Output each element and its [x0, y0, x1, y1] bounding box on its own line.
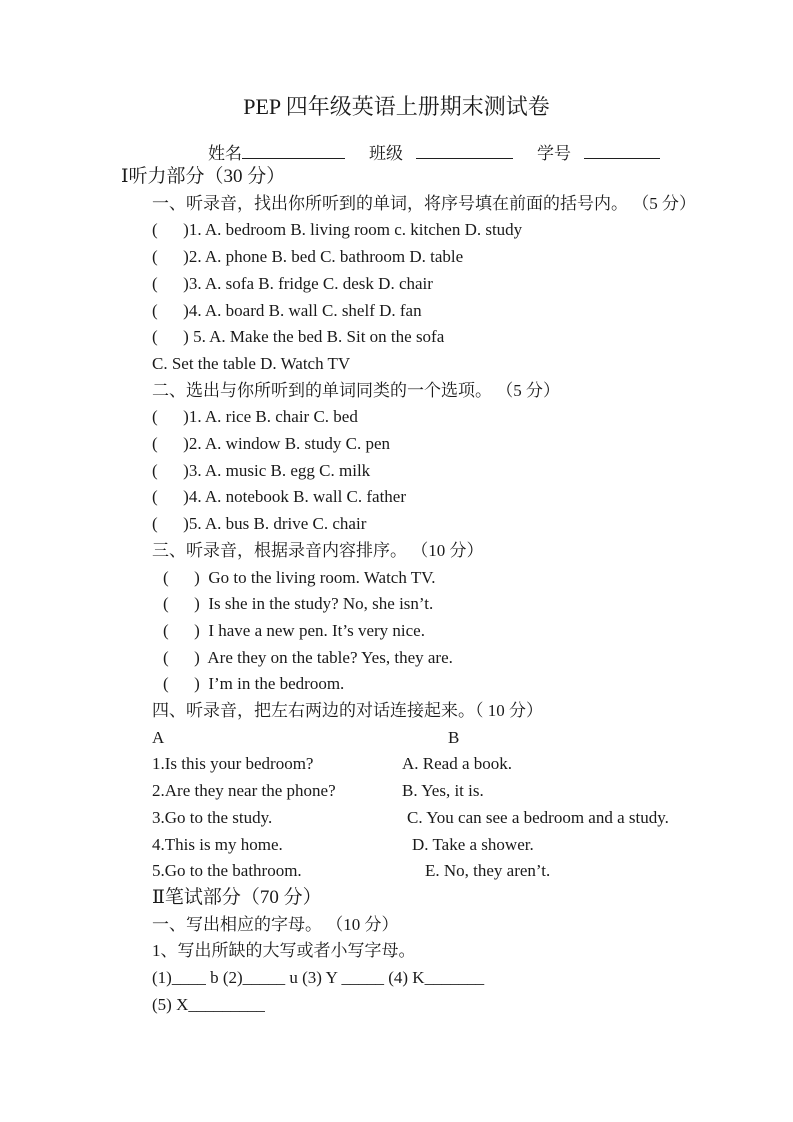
- listening-part3-item: ( ) I have a new pen. It’s very nice.: [163, 620, 425, 640]
- listening-part3-item: ( ) Go to the living room. Watch TV.: [163, 567, 436, 587]
- listening-part1-item5-continuation: C. Set the table D. Watch TV: [152, 353, 351, 373]
- match-row: [0, 805, 793, 832]
- match-left-item: 2.Are they near the phone?: [152, 781, 336, 801]
- listening-part2-item: ( )3. A. music B. egg C. milk: [152, 460, 371, 480]
- written-section-title: Ⅱ笔试部分（70 分）: [152, 886, 322, 908]
- match-right-item: E. No, they aren’t.: [425, 861, 551, 881]
- listening-part2-heading: 二、选出与你所听到的单词同类的一个选项。 （5 分）: [152, 380, 560, 400]
- listening-part3-item: ( ) Are they on the table? Yes, they are.: [163, 647, 453, 667]
- listening-part4-heading: 四、听录音，把左右两边的对话连接起来。（ 10 分）: [152, 701, 543, 721]
- listening-part1-heading: 一、听录音，找出你所听到的单词，将序号填在前面的括号内。 （5 分）: [152, 193, 696, 213]
- written-fill-line: (5) X_________: [152, 994, 265, 1014]
- class-blank-line: [416, 141, 513, 159]
- listening-part1-item: ( )3. A. sofa B. fridge C. desk D. chair: [152, 273, 433, 293]
- match-right-item: A. Read a book.: [402, 754, 513, 774]
- match-right-item: D. Take a shower.: [412, 834, 534, 854]
- written-part1-heading: 一、写出相应的字母。 （10 分）: [152, 914, 399, 934]
- student-no-blank-line: [584, 141, 660, 159]
- student-no-label: 学号: [537, 144, 571, 163]
- column-b-header: B: [448, 727, 460, 747]
- match-left-item: 3.Go to the study.: [152, 807, 273, 827]
- page-title: PEP 四年级英语上册期末测试卷: [243, 94, 550, 119]
- listening-part2-item: ( )2. A. window B. study C. pen: [152, 434, 390, 454]
- written-sub-heading: 1、写出所缺的大写或者小写字母。: [152, 941, 416, 961]
- match-row: [0, 832, 793, 859]
- listening-part2-item: ( )4. A. notebook B. wall C. father: [152, 487, 407, 507]
- listening-part3-item: ( ) I’m in the bedroom.: [163, 674, 345, 694]
- name-label: 姓名: [208, 144, 242, 163]
- listening-part1-item: ( )2. A. phone B. bed C. bathroom D. table: [152, 247, 464, 267]
- match-row: [0, 751, 793, 778]
- listening-section-title: Ⅰ听力部分（30 分）: [121, 166, 286, 187]
- column-a-header: A: [152, 727, 165, 747]
- match-left-item: 5.Go to the bathroom.: [152, 861, 302, 881]
- listening-part2-item: ( )5. A. bus B. drive C. chair: [152, 514, 367, 534]
- student-info-row: [208, 139, 660, 164]
- match-left-item: 1.Is this your bedroom?: [152, 754, 314, 774]
- paper-body: [0, 164, 793, 1019]
- listening-part1-item: ( )1. A. bedroom B. living room c. kitchen D. study: [152, 220, 523, 240]
- match-right-item: C. You can see a bedroom and a study.: [407, 807, 669, 827]
- listening-part1-item: ( )4. A. board B. wall C. shelf D. fan: [152, 300, 422, 320]
- match-left-item: 4.This is my home.: [152, 834, 283, 854]
- name-blank-line: [242, 141, 345, 159]
- listening-part3-heading: 三、听录音，根据录音内容排序。 （10 分）: [152, 540, 484, 560]
- listening-part3-item: ( ) Is she in the study? No, she isn’t.: [163, 594, 434, 614]
- match-row: [0, 778, 793, 805]
- match-row: [0, 858, 793, 885]
- match-column-headers: [0, 725, 793, 752]
- class-label: 班级: [369, 144, 403, 163]
- match-right-item: B. Yes, it is.: [402, 781, 484, 801]
- written-fill-line: (1)____ b (2)_____ u (3) Y _____ (4) K_______: [152, 968, 485, 988]
- listening-part1-item: ( ) 5. A. Make the bed B. Sit on the sofa: [152, 327, 445, 347]
- listening-part2-item: ( )1. A. rice B. chair C. bed: [152, 407, 358, 427]
